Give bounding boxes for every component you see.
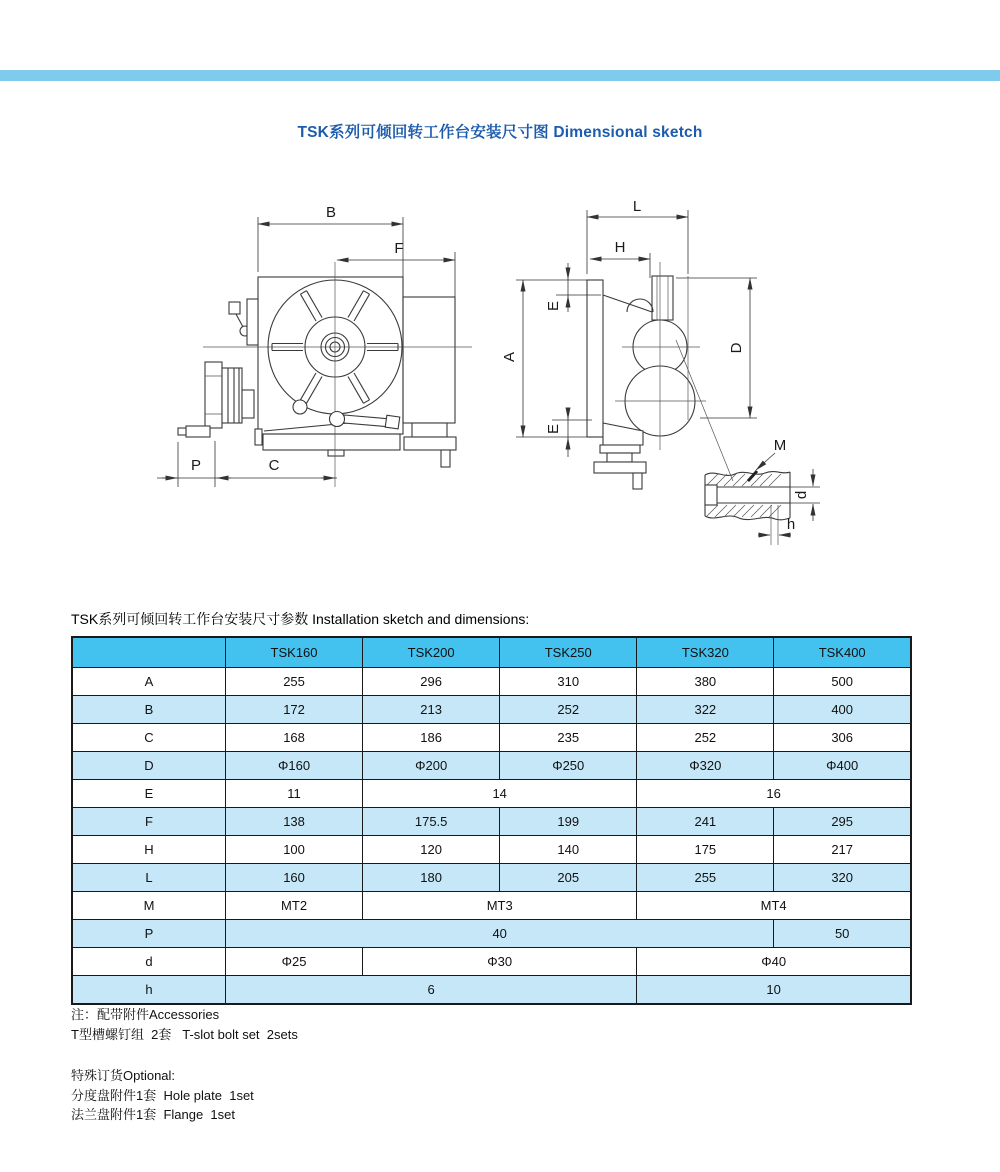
col-header-tsk400: TSK400 [774,637,911,668]
section-detail [705,437,820,545]
value-cell: 255 [637,864,774,892]
value-cell: 217 [774,836,911,864]
table-row-M [72,892,911,920]
value-cell: Φ320 [637,752,774,780]
col-header-tsk320: TSK320 [637,637,774,668]
value-cell: 175.5 [363,808,500,836]
value-cell: 199 [500,808,637,836]
table-row-d [72,948,911,976]
value-cell: Φ30 [363,948,637,976]
value-cell: 255 [226,668,363,696]
dim-label-l: L [632,198,642,215]
value-cell: MT3 [363,892,637,920]
dim-label-h-depth: h [786,516,796,533]
col-header-tsk250: TSK250 [500,637,637,668]
value-cell: 252 [637,724,774,752]
value-cell: 213 [363,696,500,724]
value-cell: 296 [363,668,500,696]
corner-cell [72,637,226,668]
value-cell: 172 [226,696,363,724]
value-cell: 50 [774,920,911,948]
row-label: h [72,976,226,1005]
value-cell: 100 [226,836,363,864]
value-cell: 160 [226,864,363,892]
row-label: L [72,864,226,892]
value-cell: Φ200 [363,752,500,780]
row-label: H [72,836,226,864]
front-view [157,204,472,487]
value-cell: 168 [226,724,363,752]
dim-label-e-top: E [545,300,562,312]
value-cell: Φ40 [637,948,911,976]
col-header-tsk160: TSK160 [226,637,363,668]
accessories-item: T型槽螺钉组 2套 T-slot bolt set 2sets [71,1027,298,1042]
dim-label-d-bore: d [793,490,810,500]
table-caption: TSK系列可倾回转工作台安装尺寸参数 Installation sketch and dimensions: [71,611,530,627]
row-label: P [72,920,226,948]
value-cell: 241 [637,808,774,836]
value-cell: MT4 [637,892,911,920]
value-cell: 138 [226,808,363,836]
table-row-F [72,808,911,836]
value-cell: 310 [500,668,637,696]
table-row-h [72,976,911,1005]
value-cell: 400 [774,696,911,724]
value-cell: 235 [500,724,637,752]
table-header-row [72,637,911,668]
value-cell: 500 [774,668,911,696]
value-cell: 16 [637,780,911,808]
table-row-A [72,668,911,696]
value-cell: 140 [500,836,637,864]
accessories-notes [71,1005,298,1045]
value-cell: 14 [363,780,637,808]
row-label: C [72,724,226,752]
table-row-H [72,836,911,864]
optional-notes [71,1066,254,1125]
dimensions-table [71,636,912,1005]
dim-label-a: A [501,351,518,363]
table-row-L [72,864,911,892]
table-row-B [72,696,911,724]
value-cell: 120 [363,836,500,864]
page-title: TSK系列可倾回转工作台安装尺寸图 Dimensional sketch [297,124,703,141]
value-cell: Φ400 [774,752,911,780]
accessories-title: 注：配带附件Accessories [71,1007,220,1022]
row-label: A [72,668,226,696]
value-cell: 186 [363,724,500,752]
value-cell: 295 [774,808,911,836]
row-label: M [72,892,226,920]
table-row-E [72,780,911,808]
accent-bar [0,70,1000,81]
table-row-P [72,920,911,948]
value-cell: 322 [637,696,774,724]
dim-label-f: F [394,240,404,257]
row-label: F [72,808,226,836]
table-row-C [72,724,911,752]
optional-title: 特殊订货Optional: [71,1068,176,1083]
value-cell: 205 [500,864,637,892]
optional-item-hole-plate: 分度盘附件1套 Hole plate 1set [71,1087,254,1103]
table-row-D [72,752,911,780]
value-cell: Φ25 [226,948,363,976]
col-header-tsk200: TSK200 [363,637,500,668]
value-cell: 11 [226,780,363,808]
optional-item-flange: 法兰盘附件1套 Flange 1set [71,1107,235,1122]
row-label: d [72,948,226,976]
dim-label-h-upper: H [614,239,626,256]
value-cell: Φ160 [226,752,363,780]
value-cell: 306 [774,724,911,752]
value-cell: 180 [363,864,500,892]
dim-label-c: C [268,457,280,474]
value-cell: MT2 [226,892,363,920]
value-cell: 6 [226,976,637,1005]
value-cell: 10 [637,976,911,1005]
dim-label-m: M [773,437,787,454]
side-view [501,198,757,489]
dimensional-sketch [0,150,1000,570]
dim-label-b: B [325,204,337,221]
row-label: B [72,696,226,724]
dim-label-d-diameter: D [728,342,745,354]
value-cell: Φ250 [500,752,637,780]
value-cell: 252 [500,696,637,724]
value-cell: 380 [637,668,774,696]
dim-label-p: P [190,457,202,474]
row-label: E [72,780,226,808]
row-label: D [72,752,226,780]
value-cell: 40 [226,920,774,948]
dim-label-e-bottom: E [545,423,562,435]
value-cell: 175 [637,836,774,864]
value-cell: 320 [774,864,911,892]
